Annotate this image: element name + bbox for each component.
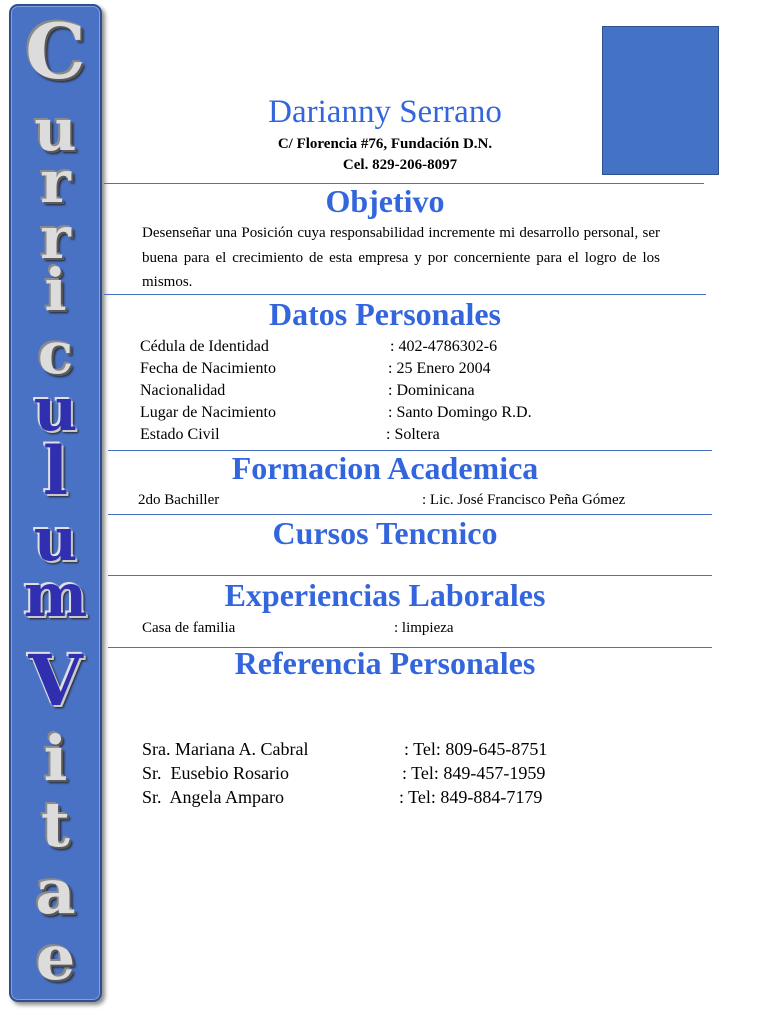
section-title-referencia-personales: Referencia Personales: [234, 645, 536, 681]
datos-label: Nacionalidad: [140, 382, 226, 399]
formacion-value: : Lic. José Francisco Peña Gómez: [422, 492, 626, 508]
curriculum-vitae-banner: [9, 4, 102, 1002]
section-title-datos-personales: Datos Personales: [269, 296, 501, 332]
section-title-cursos-tecnico: Cursos Tencnico: [272, 515, 498, 551]
datos-label: Fecha de Nacimiento: [140, 360, 276, 377]
banner-letter: r: [40, 148, 71, 217]
banner-letter: u: [33, 375, 78, 446]
banner-letter: c: [37, 319, 74, 388]
datos-value: : Dominicana: [388, 382, 475, 399]
banner-letter: u: [33, 505, 78, 576]
banner-letter: l: [42, 432, 69, 511]
reference-name: Sr. Eusebio Rosario: [142, 763, 289, 783]
banner-letter: C: [25, 7, 86, 96]
formacion-label: 2do Bachiller: [138, 492, 220, 508]
objetivo-text: Desenseñar una Posición cuya responsabilidad incremente mi desarrollo personal, ser buena para el crecimiento de esta empresa y por concerniente para el logro de los mismos.: [142, 225, 660, 290]
banner-letter: i: [44, 256, 67, 325]
phone: Cel. 829-206-8097: [342, 157, 458, 173]
reference-phone: : Tel: 849-884-7179: [399, 787, 543, 807]
datos-label: Lugar de Nacimiento: [140, 404, 276, 421]
section-title-objetivo: Objetivo: [325, 183, 445, 219]
datos-label: Cédula de Identidad: [140, 338, 269, 355]
banner-letter: m: [23, 561, 88, 632]
section-title-experiencias-laborales: Experiencias Laborales: [224, 577, 546, 613]
divider: [108, 575, 712, 576]
reference-phone: : Tel: 809-645-8751: [404, 739, 548, 759]
section-title-formacion-academica: Formacion Academica: [231, 450, 539, 486]
datos-value: : Soltera: [386, 426, 440, 443]
banner-letter: r: [40, 204, 71, 273]
datos-value: : 25 Enero 2004: [388, 360, 491, 377]
reference-phone: : Tel: 849-457-1959: [402, 763, 546, 783]
banner-letter: e: [35, 921, 76, 995]
address: C/ Florencia #76, Fundación D.N.: [277, 136, 493, 152]
datos-value: : 402-4786302-6: [390, 338, 498, 355]
banner-letter: t: [41, 788, 70, 862]
banner-letter: u: [34, 96, 77, 165]
datos-value: : Santo Domingo R.D.: [388, 404, 532, 421]
experiencia-label: Casa de familia: [142, 620, 236, 636]
datos-label: Estado Civil: [140, 426, 220, 443]
banner-letter: a: [35, 854, 76, 928]
candidate-name: Darianny Serrano: [268, 94, 502, 130]
reference-name: Sr. Angela Amparo: [142, 787, 284, 807]
experiencia-value: : limpieza: [394, 620, 454, 636]
banner-letter: V: [28, 639, 83, 723]
reference-name: Sra. Mariana A. Cabral: [142, 739, 309, 759]
banner-letters: [11, 7, 100, 995]
divider: [104, 294, 706, 295]
banner-letter: i: [43, 721, 68, 795]
